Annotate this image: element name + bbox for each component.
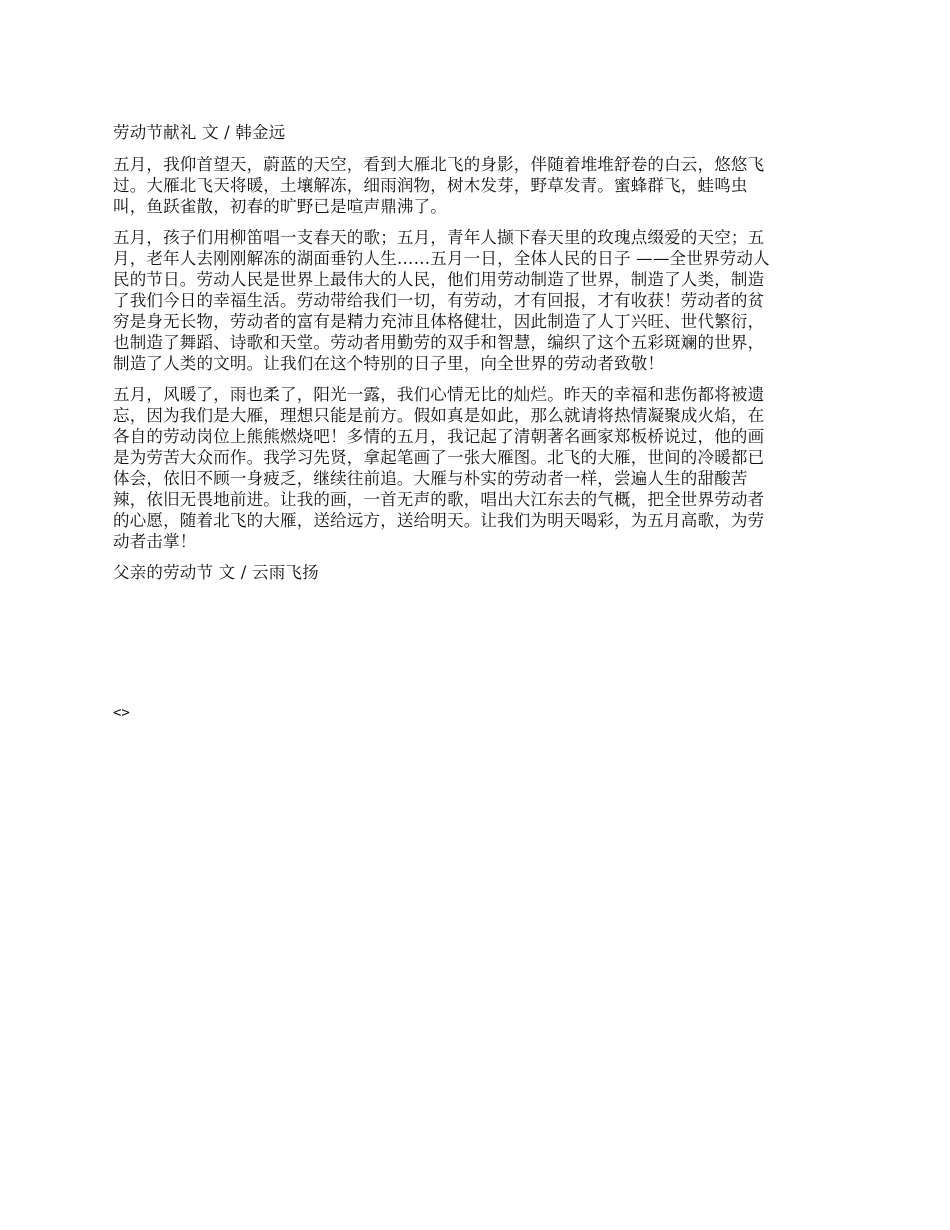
paragraph-line: 辣，依旧无畏地前进。让我的画，一首无声的歌，唱出大江东去的气概，把全世界劳动者 (113, 490, 765, 509)
paragraph-1 (113, 154, 841, 217)
paragraph-line: 五月，孩子们用柳笛唱一支春天的歌；五月，青年人撷下春天里的玫瑰点缀爱的天空；五 (113, 228, 765, 247)
paragraph-3 (113, 384, 841, 552)
paragraph-line: 忘，因为我们是大雁，理想只能是前方。假如真是如此，那么就请将热情凝聚成火焰，在 (113, 406, 765, 425)
paragraph-line: 是为劳苦大众而作。我学习先贤，拿起笔画了一张大雁图。北飞的大雁，世间的冷暖都已 (113, 448, 765, 467)
second-article-title: 父亲的劳动节 文 / 云雨飞扬 (113, 563, 319, 582)
paragraph-line: 体会，依旧不顾一身疲乏，继续往前追。大雁与朴实的劳动者一样，尝遍人生的甜酸苦 (113, 469, 748, 488)
paragraph-line: 了我们今日的幸福生活。劳动带给我们一切，有劳动，才有回报，才有收获！劳动者的贫 (113, 291, 765, 310)
paragraph-line: 五月，我仰首望天，蔚蓝的天空，看到大雁北飞的身影，伴随着堆堆舒卷的白云，悠悠飞 (113, 155, 765, 174)
paragraph-line: 各自的劳动岗位上熊熊燃烧吧！多情的五月，我记起了清朝著名画家郑板桥说过，他的画 (113, 427, 765, 446)
document-body (113, 122, 841, 583)
trailing-marker: <> (113, 705, 130, 721)
paragraph-line: 也制造了舞蹈、诗歌和天堂。劳动者用勤劳的双手和智慧，编织了这个五彩斑斓的世界， (113, 333, 765, 352)
article-title: 劳动节献礼 文 / 韩金远 (113, 123, 286, 142)
paragraph-line: 叫，鱼跃雀散，初春的旷野已是喧声鼎沸了。 (113, 197, 447, 216)
paragraph-line: 民的节日。劳动人民是世界上最伟大的人民，他们用劳动制造了世界，制造了人类，制造 (113, 270, 765, 289)
paragraph-line: 动者击掌！ (113, 532, 197, 551)
paragraph-line: 五月，风暖了，雨也柔了，阳光一露，我们心情无比的灿烂。昨天的幸福和悲伤都将被遗 (113, 385, 765, 404)
paragraph-line: 月，老年人去刚刚解冻的湖面垂钓人生……五月一日，全体人民的日子 ——全世界劳动人 (113, 249, 770, 268)
paragraph-2 (113, 227, 841, 374)
paragraph-line: 过。大雁北飞天将暖，土壤解冻，细雨润物，树木发芽，野草发青。蜜蜂群飞，蛙鸣虫 (113, 176, 748, 195)
paragraph-line: 的心愿，随着北飞的大雁，送给远方，送给明天。让我们为明天喝彩，为五月高歌，为劳 (113, 511, 765, 530)
paragraph-line: 穷是身无长物，劳动者的富有是精力充沛且体格健壮，因此制造了人丁兴旺、世代繁衍， (113, 312, 765, 331)
paragraph-line: 制造了人类的文明。让我们在这个特别的日子里，向全世界的劳动者致敬！ (113, 354, 665, 373)
